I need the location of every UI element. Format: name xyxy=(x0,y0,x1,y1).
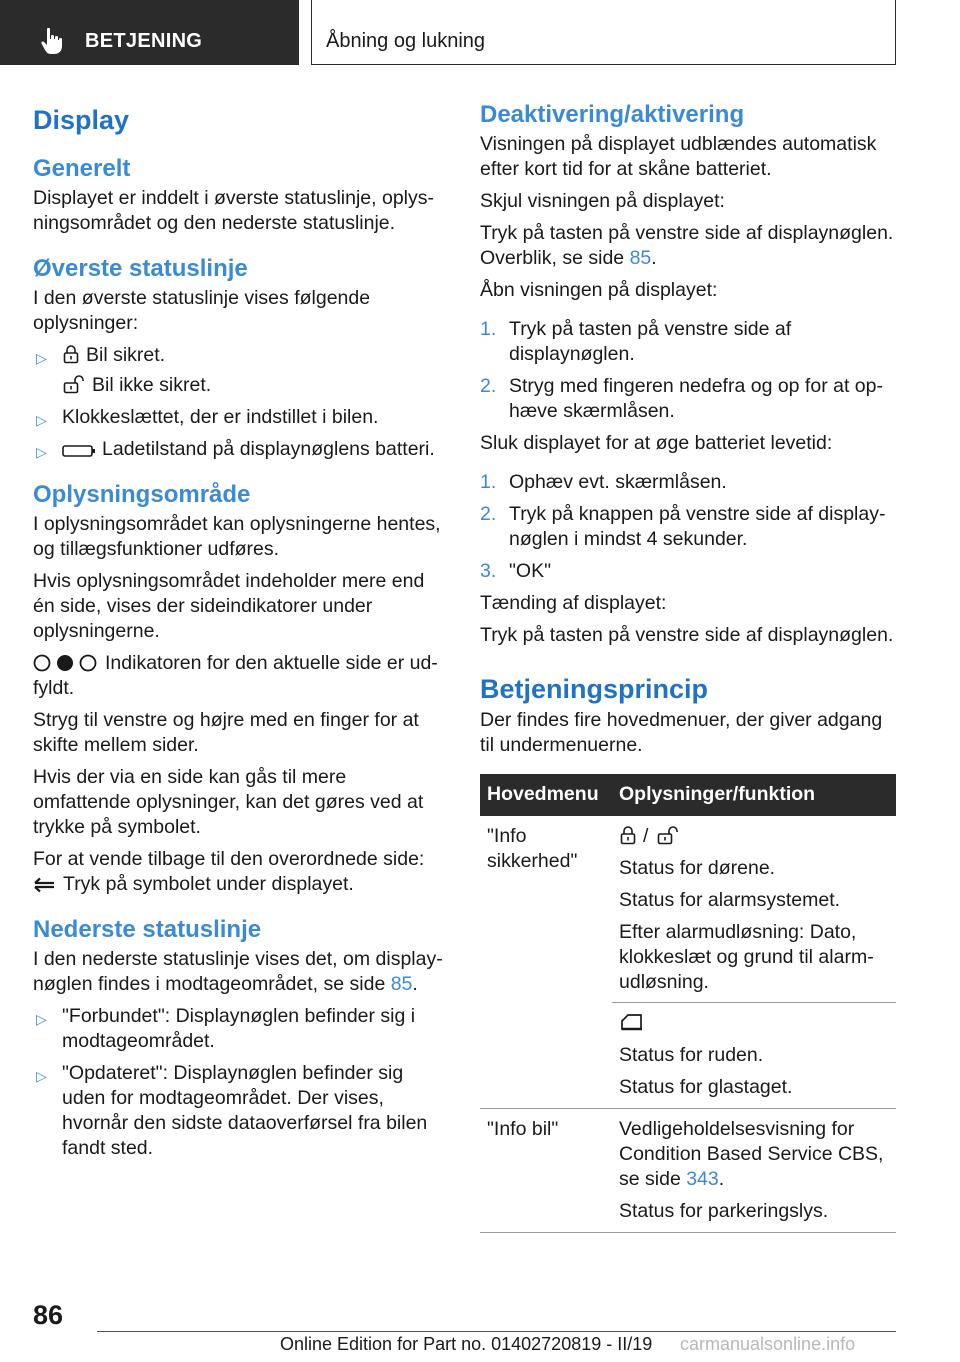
page-number: 86 xyxy=(33,1300,64,1330)
list-item xyxy=(33,1061,446,1161)
status-list xyxy=(33,343,446,462)
header-section-tab xyxy=(0,0,299,65)
heading-generelt: Generelt xyxy=(33,155,131,182)
list-item xyxy=(33,1004,446,1054)
paragraph: Visningen på displayet udblændes automatisk efter kort tid for at skåne batteriet. xyxy=(480,133,877,180)
page-indicator-icon xyxy=(33,654,99,672)
table-row xyxy=(480,1109,896,1233)
triangle-bullet-icon: ▷ xyxy=(36,444,47,460)
column-header: Hovedmenu xyxy=(480,774,612,816)
paragraph: Hvis oplysningsområdet indeholder mere end én side, vises der sideindikatorer under oplysningerne. xyxy=(33,570,425,642)
page-link[interactable]: 343 xyxy=(686,1168,719,1190)
list-item: 1. Tryk på tasten på venstre side af displaynøglen. xyxy=(480,318,792,365)
footer-divider xyxy=(97,1331,896,1332)
list-item: 1. Ophæv evt. skærmlåsen. xyxy=(480,471,727,493)
paragraph: Tryk på symbolet under displayet. xyxy=(33,872,446,897)
paragraph: Indikatoren for den aktuelle side er udfyldt. xyxy=(33,652,438,699)
lock-closed-icon xyxy=(62,344,80,364)
heading-nederste-statuslinje: Nederste statuslinje xyxy=(33,916,262,943)
paragraph: Skjul visningen på displayet: xyxy=(480,190,725,212)
table-subcell: Status for ruden. Status for glastaget. xyxy=(612,1002,896,1100)
bottom-status-list xyxy=(33,1004,446,1161)
paragraph: I oplysningsområdet kan oplysningerne hentes, og tillægsfunktioner udføres. xyxy=(33,513,441,560)
lock-open-icon xyxy=(656,825,680,845)
triangle-bullet-icon: ▷ xyxy=(36,350,47,366)
paragraph: Hvis der via en side kan gås til mere omfattende oplysninger, kan det gøres ved at trykke på symbolet. xyxy=(33,766,424,838)
heading-oplysningsomraade: Oplysningsområde xyxy=(33,481,251,508)
list-item-text: Bil sikret. xyxy=(86,344,166,366)
triangle-bullet-icon: ▷ xyxy=(36,412,47,428)
hand-icon xyxy=(40,27,64,55)
column-header: Oplysninger/funktion xyxy=(612,774,896,816)
chapter-title: Åbning og lukning xyxy=(326,30,486,52)
watermark-text: carmanualsonline.info xyxy=(680,1334,856,1354)
list-item xyxy=(33,437,446,462)
heading-deaktivering: Deaktivering/aktivering xyxy=(480,101,745,128)
table-header-row xyxy=(480,774,896,816)
paragraph: Tryk på tasten på venstre side af displaynøglen. Overblik, se side 85. xyxy=(480,222,894,269)
paragraph: Tryk på tasten på venstre side af displaynøglen. xyxy=(480,624,894,646)
list-item: 2. Tryk på knappen på venstre side af displaynøglen i mindst 4 sekunder. xyxy=(480,503,886,550)
list-item xyxy=(33,405,446,430)
paragraph: Der findes fire hovedmenuer, der giver adgang til undermenuerne. xyxy=(480,709,883,756)
window-icon xyxy=(619,1012,645,1032)
lock-closed-icon xyxy=(619,825,637,845)
paragraph: Sluk displayet for at øge batteriet levetid: xyxy=(480,432,833,454)
table-cell-menu: "Info sikkerhed" xyxy=(480,816,612,1109)
table-cell-info: / Status for dørene. Status for alarmsystemet. Efter alarmudløsning: Dato, klokkeslæt og grund til alarmudløsning. Status for ruden. Status for glastaget. xyxy=(612,816,896,1109)
paragraph: Åbn visningen på displayet: xyxy=(480,279,718,301)
list-subitem-text: Bil ikke sikret. xyxy=(92,374,212,396)
left-column xyxy=(33,100,446,1168)
heading-betjeningsprincip: Betjeningsprincip xyxy=(480,674,709,704)
page-link[interactable]: 85 xyxy=(390,973,413,995)
list-item: 2. Stryg med fingeren nedefra og op for at ophæve skærmlåsen. xyxy=(480,375,883,422)
page-title: Display xyxy=(33,105,130,135)
list-item xyxy=(33,343,446,368)
lock-open-icon xyxy=(62,374,86,394)
paragraph: Stryg til venstre og højre med en finger for at skifte mellem sider. xyxy=(33,709,419,756)
triangle-bullet-icon: ▷ xyxy=(36,1011,47,1027)
paragraph: Tænding af displayet: xyxy=(480,592,667,614)
list-item-text: Klokkeslættet, der er indstillet i bilen. xyxy=(62,406,379,428)
paragraph: Displayet er inddelt i øverste statuslinje, oplysningsområdet og den nederste statuslinje. xyxy=(33,187,435,234)
triangle-bullet-icon: ▷ xyxy=(36,1068,47,1084)
table-cell-info: Vedligeholdelsesvisning for Condition Based Service CBS, se side 343. Status for parkeringslys. xyxy=(612,1109,896,1233)
table-row xyxy=(480,816,896,1109)
paragraph: For at vende tilbage til den overordnede side: xyxy=(33,848,425,870)
steps-open-display xyxy=(480,317,896,424)
list-item-text: "Opdateret": Displaynøglen befinder sig uden for modtageområdet. Der vises, hvornår den sidste dataoverførsel fra bilen fandt sted. xyxy=(62,1062,428,1159)
menu-table xyxy=(480,774,896,1233)
list-item-text: "Forbundet": Displaynøglen befinder sig i modtageområdet. xyxy=(62,1005,416,1052)
table-cell-menu: "Info bil" xyxy=(480,1109,612,1233)
heading-overste-statuslinje: Øverste statuslinje xyxy=(33,255,248,282)
list-item: 3. "OK" xyxy=(480,560,552,582)
list-item-text: Ladetilstand på displaynøglens batteri. xyxy=(102,438,435,460)
back-arrow-icon xyxy=(33,877,57,893)
battery-icon xyxy=(62,444,96,458)
list-subitem xyxy=(33,373,446,398)
section-label: BETJENING xyxy=(85,30,203,52)
header-chapter-box xyxy=(311,0,896,65)
paragraph: I den øverste statuslinje vises følgende oplysninger: xyxy=(33,287,371,334)
footer-edition: Online Edition for Part no. 01402720819 - II/19 xyxy=(280,1334,653,1354)
steps-turn-off-display xyxy=(480,470,896,584)
right-column xyxy=(480,100,896,1233)
page-link[interactable]: 85 xyxy=(629,247,652,269)
paragraph: I den nederste statuslinje vises det, om displaynøglen findes i modtageområdet, se side 85. xyxy=(33,948,443,995)
